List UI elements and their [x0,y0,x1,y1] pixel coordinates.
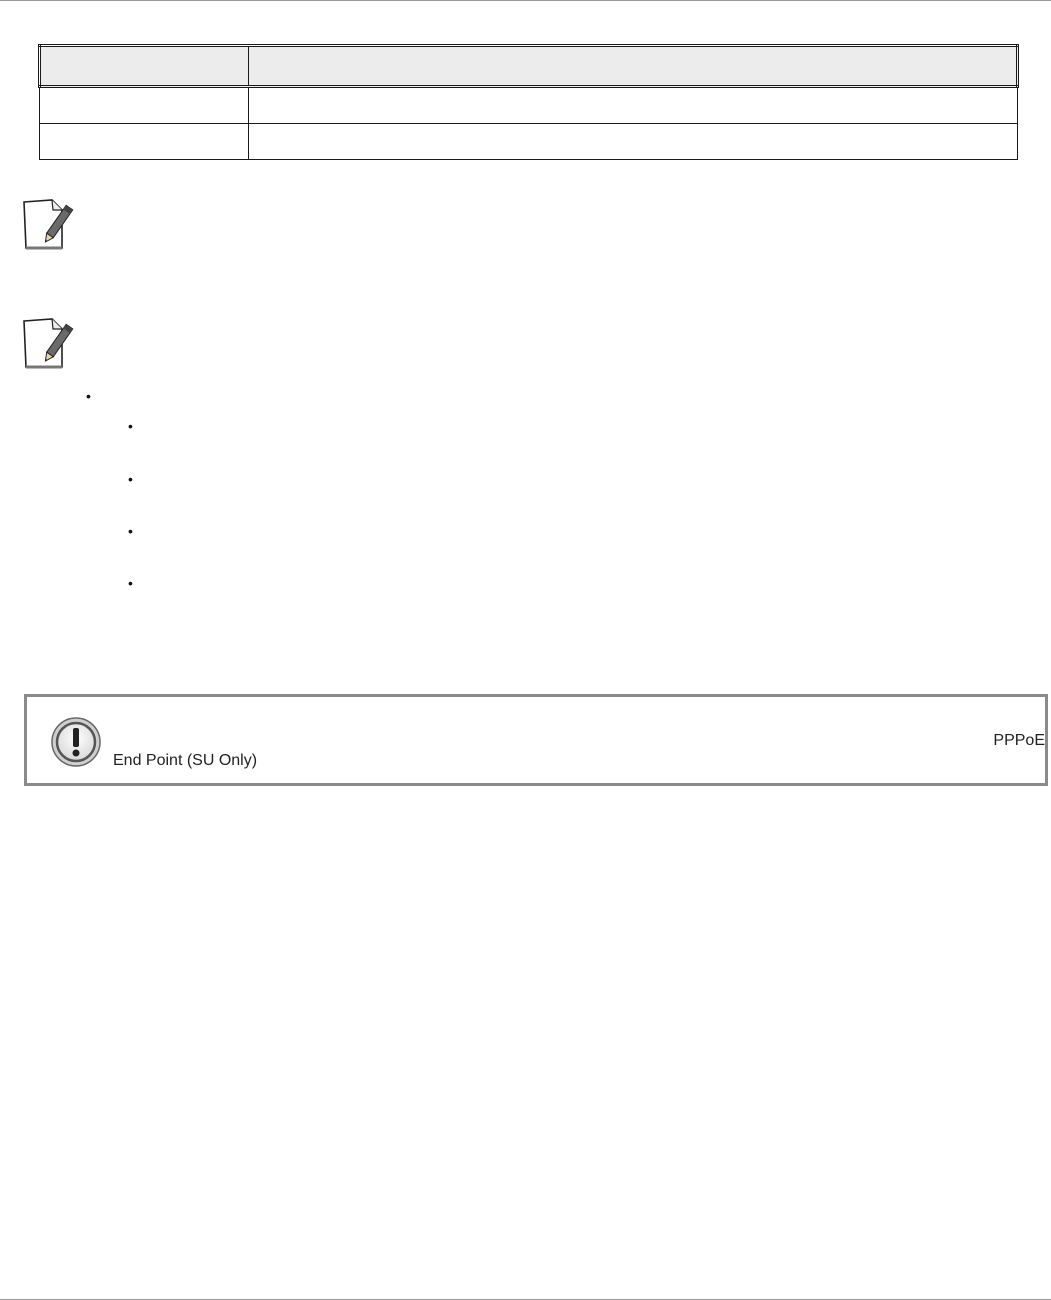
table-cell [249,124,1018,160]
warning-text [113,731,1045,771]
warning-line-1: PPPoE [993,732,1045,749]
bullet-marker: • [128,523,133,539]
warning-line-2: End Point (SU Only) [113,752,258,769]
bullet-marker: • [128,418,133,434]
note-pencil-icon [22,198,82,250]
note-pencil-icon [22,317,82,369]
header-rule [0,0,1051,1]
column-header-parameter [40,46,249,87]
table-cell [40,124,249,160]
warning-box [24,694,1048,786]
bullet-marker: • [128,575,133,591]
bullet-marker: • [128,471,133,487]
column-header-description [249,46,1018,87]
table-header-row [40,46,1018,87]
table-row [40,124,1018,160]
parameter-table [38,44,1019,160]
table-cell [249,87,1018,124]
table-cell [40,87,249,124]
exclamation-icon [49,715,103,769]
table-row [40,87,1018,124]
bullet-marker: • [86,388,91,404]
